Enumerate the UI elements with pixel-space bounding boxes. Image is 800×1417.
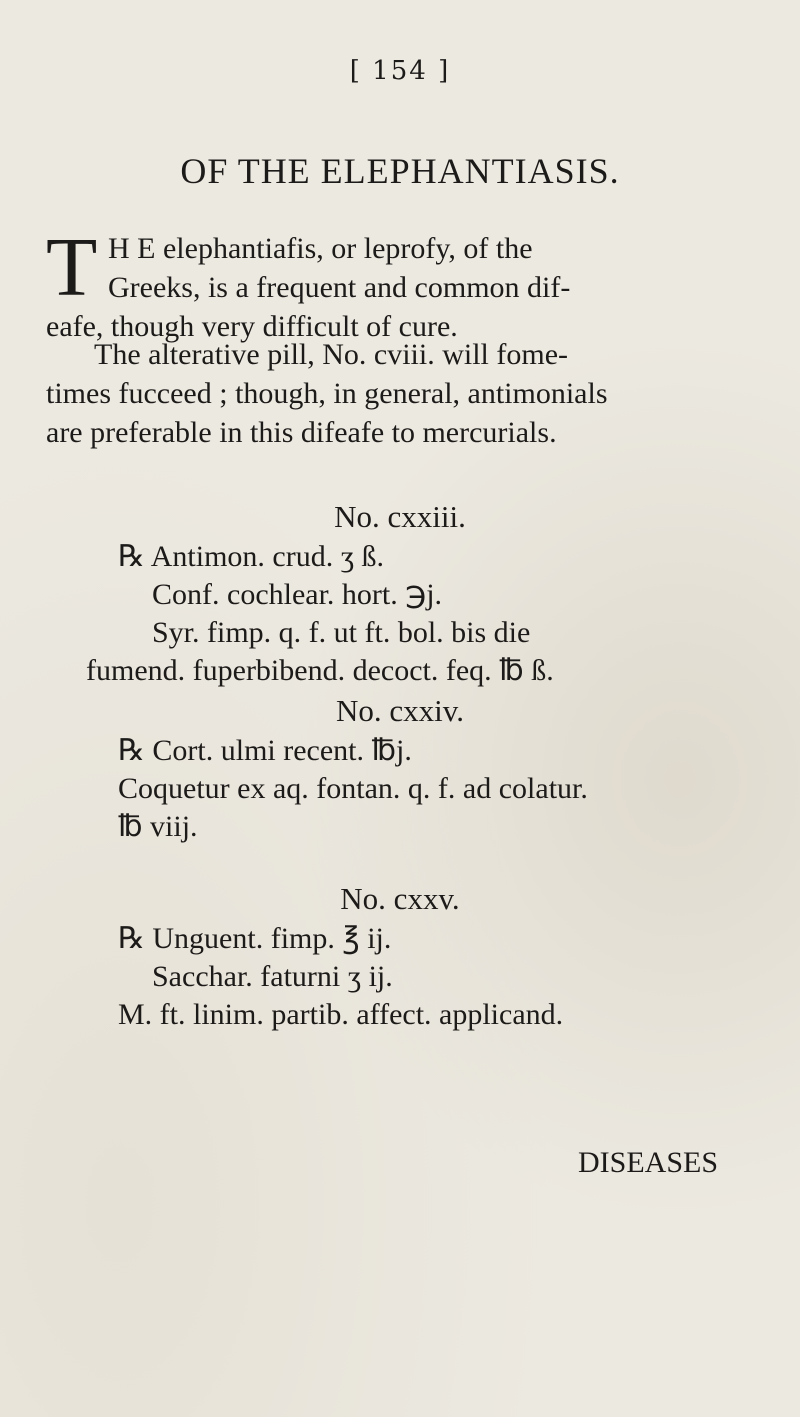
paragraph-line: times fucceed ; though, in general, antimonials — [46, 377, 608, 410]
intro-paragraph — [46, 221, 758, 346]
prescription-line: M. ft. linim. partib. affect. applicand. — [118, 998, 564, 1031]
paragraph-line: are preferable in this difeafe to mercurials. — [46, 416, 557, 449]
prescription-line: Coquetur ex aq. fontan. q. f. ad colatur. — [118, 772, 588, 805]
prescription-number: No. cxxv. — [340, 881, 460, 916]
prescription-line: ℞ Unguent. fimp. ℥ ij. — [118, 922, 392, 955]
prescription-line: fumend. fuperbibend. decoct. feq. ℔ ß. — [86, 654, 554, 687]
chapter-title: OF THE ELEPHANTIASIS. — [180, 151, 620, 191]
intro-line: eafe, though very difficult of cure. — [46, 310, 458, 343]
page-number: [ 154 ] — [349, 56, 451, 86]
drop-cap-letter: T — [46, 221, 98, 314]
prescription-number: No. cxxiii. — [334, 499, 466, 534]
prescription-line: Syr. fimp. q. f. ut ft. bol. bis die — [152, 616, 531, 649]
prescription-number: No. cxxiv. — [336, 693, 464, 728]
prescription-line: Conf. cochlear. hort. ℈j. — [152, 578, 443, 611]
prescription-line: Sacchar. faturni ʒ ij. — [152, 960, 393, 993]
prescription-line: ℞ Cort. ulmi recent. ℔j. — [118, 734, 412, 767]
catchword: DISEASES — [578, 1146, 719, 1179]
prescription-line: ℞ Antimon. crud. ʒ ß. — [118, 540, 385, 573]
second-paragraph — [46, 335, 758, 452]
prescription-line: ℔ viij. — [118, 810, 198, 843]
intro-line: Greeks, is a frequent and common dif- — [108, 271, 571, 304]
paragraph-line: The alterative pill, No. cviii. will fome- — [94, 338, 569, 371]
intro-line: H E elephantiafis, or leprofy, of the — [108, 232, 533, 265]
